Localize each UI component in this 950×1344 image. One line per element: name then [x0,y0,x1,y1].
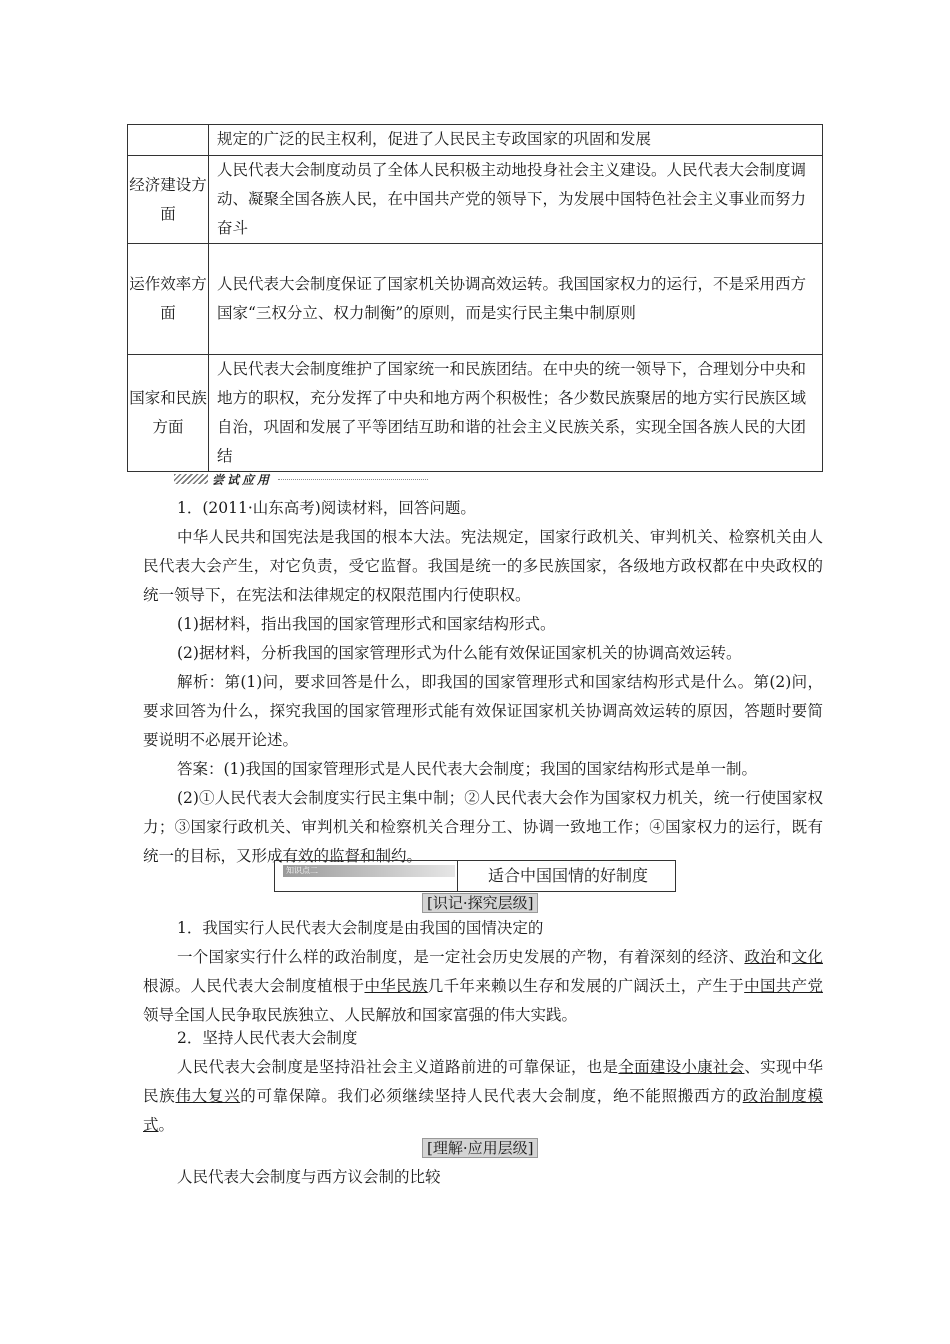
answer-part-1: 答案：(1)我国的国家管理形式是人民代表大会制度；我国的国家结构形式是单一制。 [177,760,757,778]
analysis-text: 解析：第(1)问，要求回答是什么，即我国的国家管理形式和国家结构形式是什么。第(2)问，要求回答为什么，探究我国的国家管理形式能有效保证国家机关协调高效运转的原因，答题时要简要说明不必展开论述。 [143,673,823,749]
body-text: 。 [158,1116,175,1134]
keyword-underlined: 伟大复兴 [175,1087,241,1105]
try-apply-label: 尝试应用 [212,472,273,487]
body-text: 一个国家实行什么样的政治制度，是一定社会历史发展的产物，有着深刻的经济、 [177,948,745,966]
try-apply-banner [174,470,428,488]
body-text: 几千年来赖以生存和发展的广阔沃土，产生于 [427,977,745,995]
table-row [128,244,823,355]
question-part-1: (1)据材料，指出我国的国家管理形式和国家结构形式。 [177,615,556,633]
knowledge-point-tag-label: 知识点二 [283,865,455,877]
knowledge-point-tag [275,861,458,891]
keyword-underlined: 中国共产党 [744,977,823,995]
row-label: 运作效率方面 [128,244,209,355]
section-1-heading: 1．我国实行人民代表大会制度是由我国的国情决定的 [177,919,544,937]
dotted-divider [278,479,428,480]
question-part-2: (2)据材料，分析我国的国家管理形式为什么能有效保证国家机关的协调高效运转。 [177,644,742,662]
keyword-underlined: 文化 [791,948,823,966]
keyword-underlined: 政治制度模式 [143,1087,823,1134]
table-row [128,156,823,244]
comparison-title: 人民代表大会制度与西方议会制的比较 [177,1168,441,1186]
keyword-underlined: 中华民族 [364,977,428,995]
keyword-underlined: 全面建设小康社会 [618,1058,745,1076]
body-text: 人民代表大会制度是坚持沿社会主义道路前进的可靠保证，也是 [177,1058,619,1076]
body-text: 根源。人民代表大会制度植根于 [143,977,365,995]
knowledge-point-title: 适合中国国情的好制度 [488,866,649,885]
hatch-decoration-icon [174,474,208,484]
body-text: 和 [775,948,792,966]
table-row [128,355,823,472]
section-2-heading: 2．坚持人民代表大会制度 [177,1029,358,1047]
row-text: 人民代表大会制度维护了国家统一和民族团结。在中央的统一领导下，合理划分中央和地方的职权，充分发挥了中央和地方两个积极性；各少数民族聚居的地方实行民族区域自治，巩固和发展了平等团结互助和谐的社会主义民族关系，实现全国各族人民的大团结 [209,355,823,472]
section-2-body [143,1053,823,1140]
question-title: 1．(2011·山东高考)阅读材料，回答问题。 [177,499,476,517]
knowledge-point-header [274,860,676,892]
row-text: 规定的广泛的民主权利，促进了人民民主专政国家的巩固和发展 [209,125,823,156]
body-text: 领导全国人民争取民族独立、人民解放和国家富强的伟大实践。 [143,1006,578,1024]
section-1-body [143,943,823,1030]
row-label [128,125,209,156]
level-badge-understand: [理解·应用层级] [422,1138,538,1158]
keyword-underlined: 政治 [744,948,776,966]
functions-table [127,124,823,472]
row-text: 人民代表大会制度动员了全体人民积极主动地投身社会主义建设。人民代表大会制度调动、凝聚全国各族人民，在中国共产党的领导下，为发展中国特色社会主义事业而努力奋斗 [209,156,823,244]
level-badge-memorize: [识记·探究层级] [422,893,538,913]
body-text: 的可靠保障。我们必须继续坚持人民代表大会制度，绝不能照搬西方的 [240,1087,743,1105]
row-label: 经济建设方面 [128,156,209,244]
row-text: 人民代表大会制度保证了国家机关协调高效运转。我国国家权力的运行，不是采用西方国家“三权分立、权力制衡”的原则，而是实行民主集中制原则 [209,244,823,355]
question-material: 中华人民共和国宪法是我国的根本大法。宪法规定，国家行政机关、审判机关、检察机关由人民代表大会产生，对它负责，受它监督。我国是统一的多民族国家，各级地方政权都在中央政权的统一领导下，在宪法和法律规定的权限范围内行使职权。 [143,528,823,604]
answer-part-2: (2)①人民代表大会制度实行民主集中制；②人民代表大会作为国家权力机关，统一行使国家权力；③国家行政机关、审判机关和检察机关合理分工、协调一致地工作；④国家权力的运行，既有统一的目标，又形成有效的监督和制约。 [143,789,823,865]
table-row [128,125,823,156]
body-text: 、实现中华民族 [143,1058,823,1105]
row-label: 国家和民族方面 [128,355,209,472]
